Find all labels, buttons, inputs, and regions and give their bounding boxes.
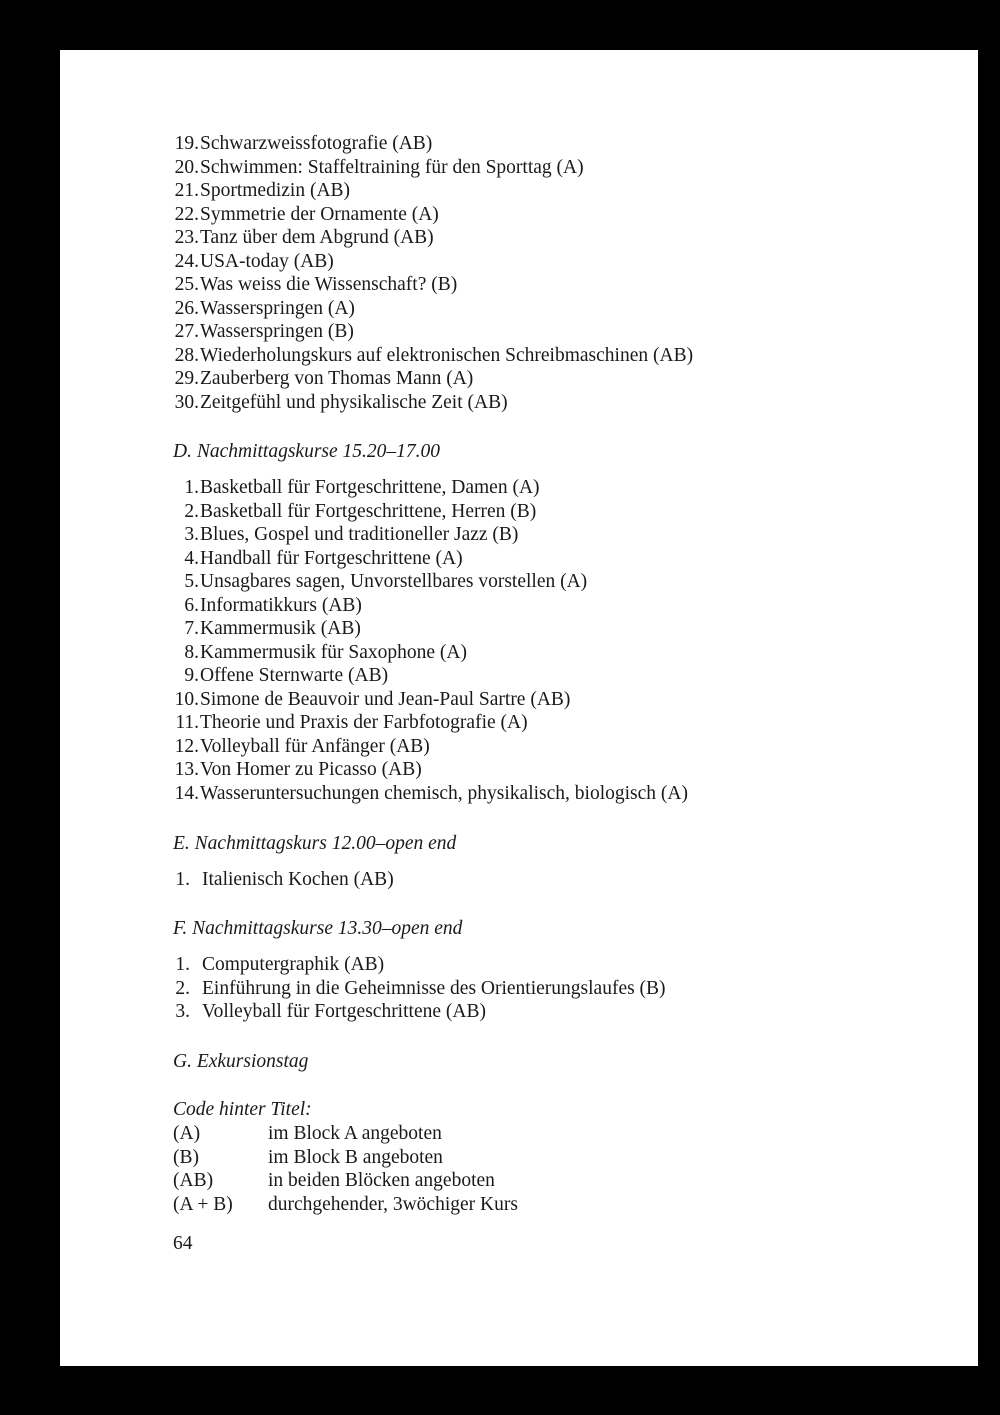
document-page: 19. Schwarzweissfotografie (AB) 20. Schwimmen: Staffeltraining für den Sporttag (A) 21. Sportmedizin (AB) 22. Symmetrie der Ornamente (A) 23. Tanz über dem Abgrund (AB) 24. USA-today (AB) 25. Was weiss die Wissenschaft? (B) 26. Wasserspringen (A) 27. Wasserspringen (B) 28. Wiederholungskurs auf elektronischen Schreibmaschinen (AB) 29. Zauberberg von Thomas Mann (A) 30. Zeitgefühl und physikalische Zeit (AB) D. Nachmittagskurse 15.20–17.00 1. Basketball für Fortgeschrittene, Damen (A) 2. Basketball für Fortgeschrittene, Herren (B) 3. Blues, Gospel und traditioneller Jazz (B) 4. Handball für Fortgeschrittene (A) 5. Unsagbares sagen, Unvorstellbares vorstellen (A) 6. Informatikkurs (AB) 7. Kammermusik (AB) 8. Kammermusik für Saxophone (A) 9. Offene Sternwarte (AB) 10. Simone de Beauvoir und Jean-Paul Sartre (AB) 11. Theorie und Praxis der Farbfotografie (A) 12. Volleyball für Anfänger (AB) 13. Von Homer zu Picasso (AB) 14. Wasseruntersuchungen chemisch, physikalisch, biologisch (A) E. Nachmittagskurs 12.00–open end 1. Italienisch Kochen (AB) F. Nachmittagskurse 13.30–open end 1. Computergraphik (AB) 2. Einführung in die Geheimnisse des Orientierungslaufes (B) 3. Volleyball für Fortgeschrittene (AB) G. Exkursionstag Code hinter Titel: (A) im Block A angeboten (B) im Block B angeboten (AB) in beiden Blöcken angeboten (A + B) durchgehender, 3wöchiger Kurs 64 — [60, 50, 978, 1366]
section-g-heading: G. Exkursionstag — [173, 1051, 309, 1072]
legend-heading: Code hinter Titel: — [173, 1099, 312, 1120]
section-f-heading: F. Nachmittagskurse 13.30–open end — [173, 918, 463, 939]
section-d-heading: D. Nachmittagskurse 15.20–17.00 — [173, 441, 441, 462]
section-e-heading: E. Nachmittagskurs 12.00–open end — [173, 833, 457, 854]
page-number: 64 — [173, 1233, 193, 1254]
